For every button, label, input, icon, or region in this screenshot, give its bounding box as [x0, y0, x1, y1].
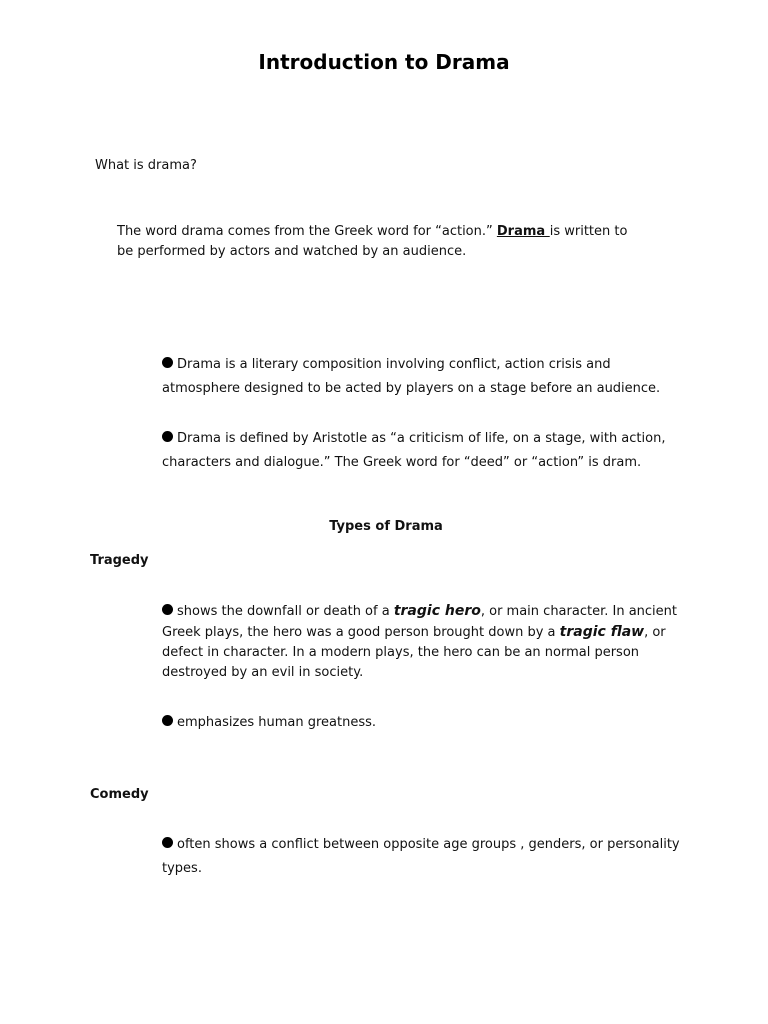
intro-text-end: is written to be performed by actors and watched by an audience.	[117, 224, 628, 259]
tragedy-text-c: , or defect in character. In a modern plays, the hero can be an normal person destroyed by an evil in society.	[162, 625, 666, 680]
tragedy-text-b: , or main character. In ancient Greek plays, the hero was a good person brought down by a	[162, 604, 677, 640]
bullet-icon	[162, 715, 173, 726]
tragedy-item-2	[162, 711, 682, 735]
bullet-icon	[162, 357, 173, 368]
bullet-icon	[162, 431, 173, 442]
tragic-hero-term: tragic hero	[393, 603, 481, 619]
definition-text-2: Drama is defined by Aristotle as “a criticism of life, on a stage, with action, characters and dialogue.” The Greek word for “deed” or “action” is dram.	[162, 431, 666, 470]
definition-item-2	[162, 427, 682, 475]
definition-text-1: Drama is a literary composition involving conflict, action crisis and atmosphere designed to be acted by players on a stage before an audience.	[162, 357, 661, 396]
comedy-item-1	[162, 833, 682, 881]
question-text: What is drama?	[95, 158, 197, 173]
comedy-text-1: often shows a conflict between opposite age groups , genders, or personality types.	[162, 837, 680, 876]
tragedy-heading: Tragedy	[90, 553, 149, 568]
definition-item-1	[162, 353, 682, 401]
tragedy-item-1	[162, 601, 680, 683]
intro-paragraph	[117, 222, 637, 262]
types-of-drama-heading: Types of Drama	[329, 519, 443, 534]
comedy-heading: Comedy	[90, 787, 149, 802]
bullet-icon	[162, 837, 173, 848]
tragedy-text-a: shows the downfall or death of a	[177, 604, 394, 619]
tragic-flaw-term: tragic flaw	[559, 624, 645, 640]
intro-text-start: The word drama comes from the Greek word for “action.”	[117, 224, 497, 239]
drama-term: Drama	[496, 224, 550, 239]
page-title: Introduction to Drama	[258, 50, 510, 74]
bullet-icon	[162, 604, 173, 615]
tragedy-text-2: emphasizes human greatness.	[177, 715, 376, 730]
